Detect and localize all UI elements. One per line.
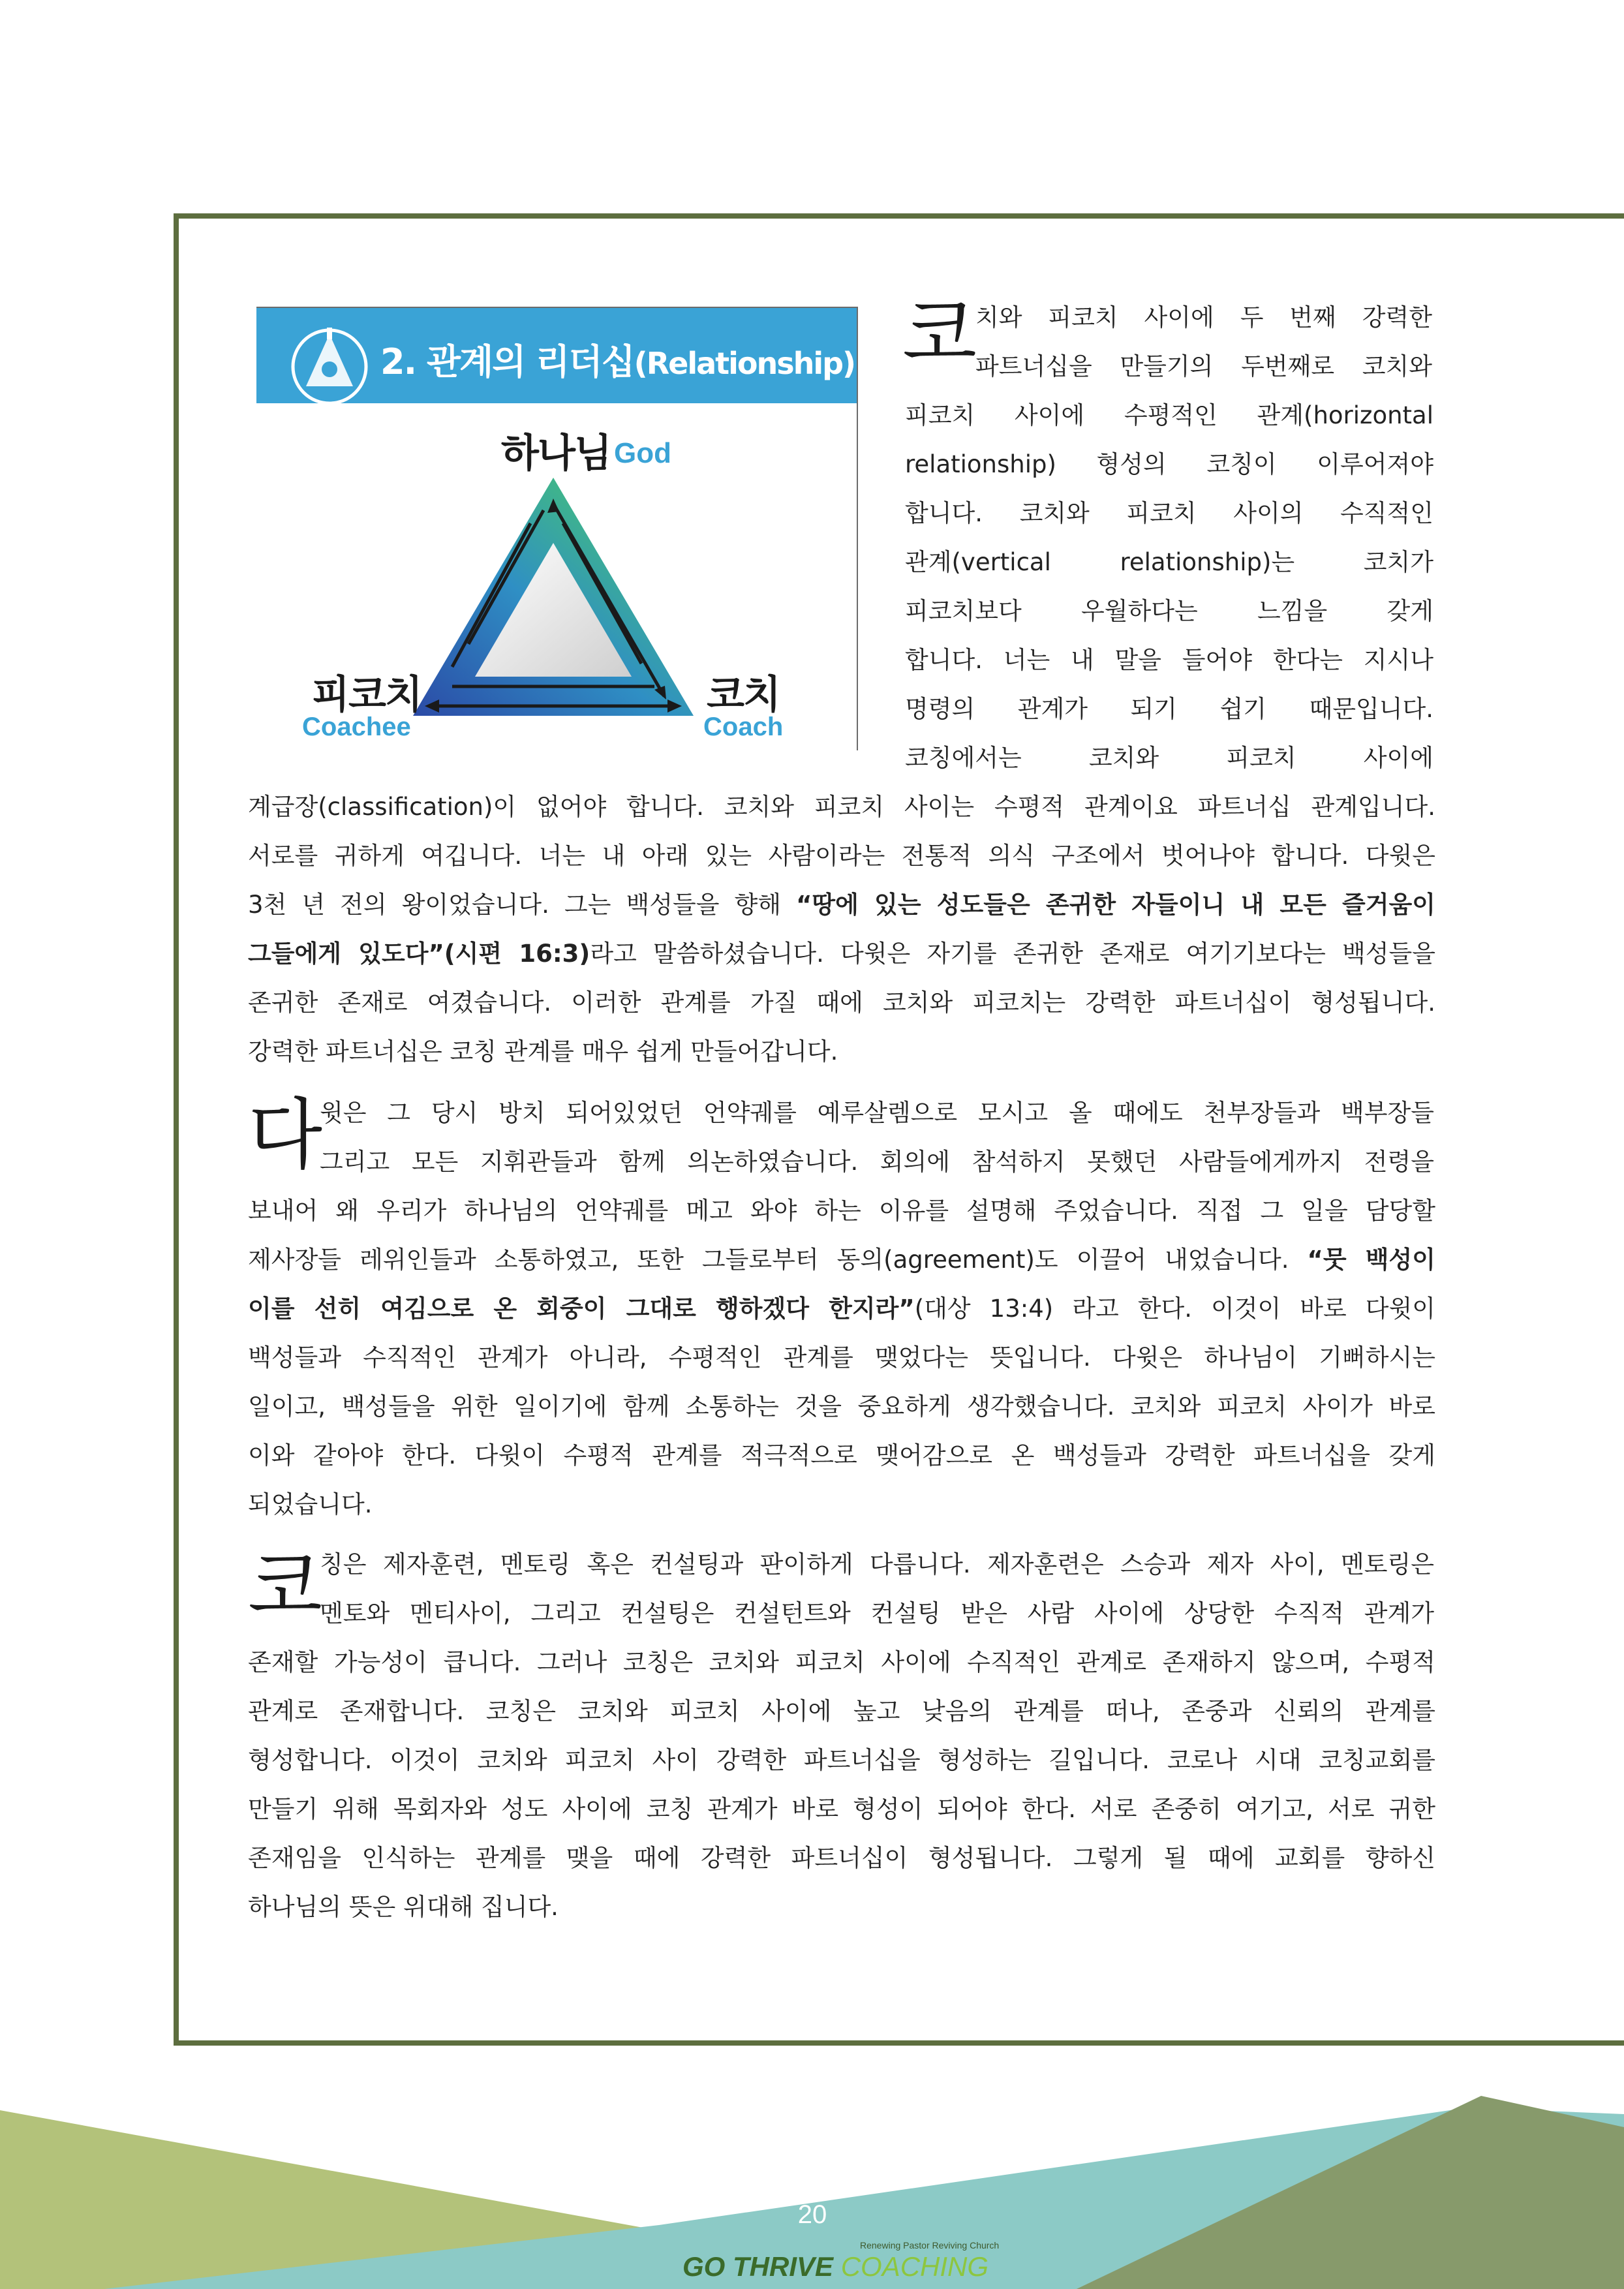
- para1-text: 3천 년 전의 왕이었습니다. 그는 백성들을 향해: [248, 891, 797, 919]
- go-thrive-logo: [682, 2251, 988, 2282]
- para1-line: 피코치보다 우월하다는 느낌을 갖게: [905, 597, 1433, 625]
- chronicles-quote-cont: 이를 선히 여김으로 온 회중이 그대로 행하겠다 한지라”: [248, 1295, 915, 1323]
- para3-line: 형성합니다. 이것이 코치와 피코치 사이 강력한 파트너십을 형성하는 길입니다. 코로나 시대 코칭교회를: [248, 1746, 1435, 1774]
- logo-part2: COACHING: [840, 2251, 989, 2282]
- chronicles-quote: “뭇 백성이: [1307, 1246, 1436, 1274]
- para1-line: 서로를 귀하게 여깁니다. 너는 내 아래 있는 사람이라는 전통적 의식 구조에서 벗어나야 합니다. 다윗은: [248, 842, 1435, 870]
- logo-icon: [293, 328, 366, 403]
- para3-line: 하나님의 뜻은 위대해 집니다.: [248, 1893, 559, 1921]
- para1-text: 라고 말씀하셨습니다. 다윗은 자기를 존귀한 존재로 여기기보다는 백성들을: [590, 940, 1435, 968]
- para2-line: 보내어 왜 우리가 하나님의 언약궤를 메고 와야 하는 이유를 설명해 주었습니다. 직접 그 일을 담당할: [248, 1197, 1435, 1225]
- paragraph-2-indent: [320, 1088, 1434, 1186]
- para1-line: 명령의 관계가 되기 쉽기 때문입니다.: [905, 695, 1433, 723]
- para2-text: 제사장들 레위인들과 소통하였고, 또한 그들로부터 동의(agreement)도 이끌어 내었습니다.: [248, 1246, 1308, 1274]
- para1-line: 파트너십을 만들기의 두번째로 코치와: [975, 352, 1432, 380]
- psalm-quote-cont: 그들에게 있도다”(시편 16:3): [248, 940, 590, 968]
- psalm-quote: “땅에 있는 성도들은 존귀한 자들이니 내 모든 즐거움이: [796, 891, 1435, 919]
- coachee-label-en: Coachee: [302, 713, 411, 741]
- para1-line: 합니다. 코치와 피코치 사이의 수직적인: [905, 499, 1433, 527]
- relationship-figure: [256, 307, 858, 750]
- para2-line: 일이고, 백성들을 위한 일이기에 함께 소통하는 것을 중요하게 생각했습니다. 코치와 피코치 사이가 바로: [248, 1392, 1435, 1421]
- relationship-triangle: [413, 478, 694, 716]
- para1-line: 합니다. 너는 내 말을 들어야 한다는 지시나: [905, 646, 1433, 674]
- figure-title-en: (Relationship): [634, 346, 855, 381]
- para3-line: 만들기 위해 목회자와 성도 사이에 코칭 관계가 바로 형성이 되어야 한다. 서로 존중히 여기고, 서로 귀한: [248, 1795, 1435, 1823]
- dropcap-2: 다: [248, 1090, 322, 1180]
- paragraph-3-indent: [320, 1540, 1434, 1638]
- coachee-label-kr: 피코치: [312, 672, 421, 718]
- coach-label-kr: 코치: [707, 672, 780, 718]
- figure-title-kr: 2. 관계의 리더십: [380, 341, 634, 382]
- para1-line: [248, 929, 1435, 978]
- coach-label-en: Coach: [703, 713, 784, 741]
- dropcap-1: 코: [902, 288, 977, 378]
- para2-line: 이와 같아야 한다. 다윗이 수평적 관계를 적극적으로 맺어감으로 온 백성들과 강력한 파트너십을 갖게: [248, 1441, 1435, 1469]
- para1-line: relationship) 형성의 코칭이 이루어져야: [905, 450, 1433, 478]
- para2-line: [248, 1235, 1435, 1284]
- para2-text: (대상 13:4) 라고 한다. 이것이 바로 다윗이: [914, 1295, 1435, 1323]
- page-number: 20: [797, 2200, 827, 2229]
- logo-tagline: Renewing Pastor Reviving Church: [860, 2240, 1000, 2251]
- para3-line: 존재임을 인식하는 관계를 맺을 때에 강력한 파트너십이 형성됩니다. 그렇게 될 때에 교회를 향하신: [248, 1844, 1435, 1872]
- para1-line: 치와 피코치 사이에 두 번째 강력한: [975, 303, 1432, 331]
- para2-line: 그리고 모든 지휘관들과 함께 의논하였습니다. 회의에 참석하지 못했던 사람들에게까지 전령을: [320, 1148, 1434, 1176]
- para1-line: 관계(vertical relationship)는 코치가: [905, 548, 1433, 576]
- para3-line: 관계로 존재합니다. 코칭은 코치와 피코치 사이에 높고 낮음의 관계를 떠나, 존중과 신뢰의 관계를: [248, 1697, 1435, 1725]
- paragraph-2: [248, 1186, 1435, 1529]
- para1-line: 존귀한 존재로 여겼습니다. 이러한 관계를 가질 때에 코치와 피코치는 강력한 파트너십이 형성됩니다.: [248, 989, 1435, 1017]
- para1-line: 코칭에서는 코치와 피코치 사이에: [905, 744, 1433, 772]
- figure-title: [380, 334, 855, 384]
- para1-line: 계급장(classification)이 없어야 합니다. 코치와 피코치 사이는 수평적 관계이요 파트너십 관계입니다.: [248, 793, 1435, 821]
- para2-line: 백성들과 수직적인 관계가 아니라, 수평적인 관계를 맺었다는 뜻입니다. 다윗은 하나님이 기뻐하시는: [248, 1344, 1435, 1372]
- god-label-en: God: [614, 437, 671, 469]
- para3-line: 존재할 가능성이 큽니다. 그러나 코칭은 코치와 피코치 사이에 수직적인 관계로 존재하지 않으며, 수평적: [248, 1648, 1435, 1676]
- paragraph-3: [248, 1638, 1435, 1931]
- paragraph-1-continued: [248, 782, 1435, 1076]
- god-label-kr: 하나님: [501, 431, 611, 476]
- para2-line: 윗은 그 당시 방치 되어있었던 언약궤를 예루살렘으로 모시고 올 때에도 천부장들과 백부장들: [320, 1099, 1434, 1127]
- para3-line: 칭은 제자훈련, 멘토링 혹은 컨설팅과 판이하게 다릅니다. 제자훈련은 스승과 제자 사이, 멘토링은: [320, 1550, 1434, 1578]
- para1-line: 피코치 사이에 수평적인 관계(horizontal: [905, 401, 1433, 429]
- para1-line: 강력한 파트너십은 코칭 관계를 매우 쉽게 만들어갑니다.: [248, 1037, 838, 1066]
- para1-line: [248, 880, 1435, 929]
- para3-line: 멘토와 멘티사이, 그리고 컨설팅은 컨설턴트와 컨설팅 받은 사람 사이에 상당한 수직적 관계가: [320, 1599, 1434, 1627]
- para2-line: 되었습니다.: [248, 1490, 373, 1518]
- dropcap-3: 코: [248, 1541, 322, 1631]
- logo-part1: GO THRIVE: [682, 2251, 834, 2282]
- para2-line: [248, 1284, 1435, 1333]
